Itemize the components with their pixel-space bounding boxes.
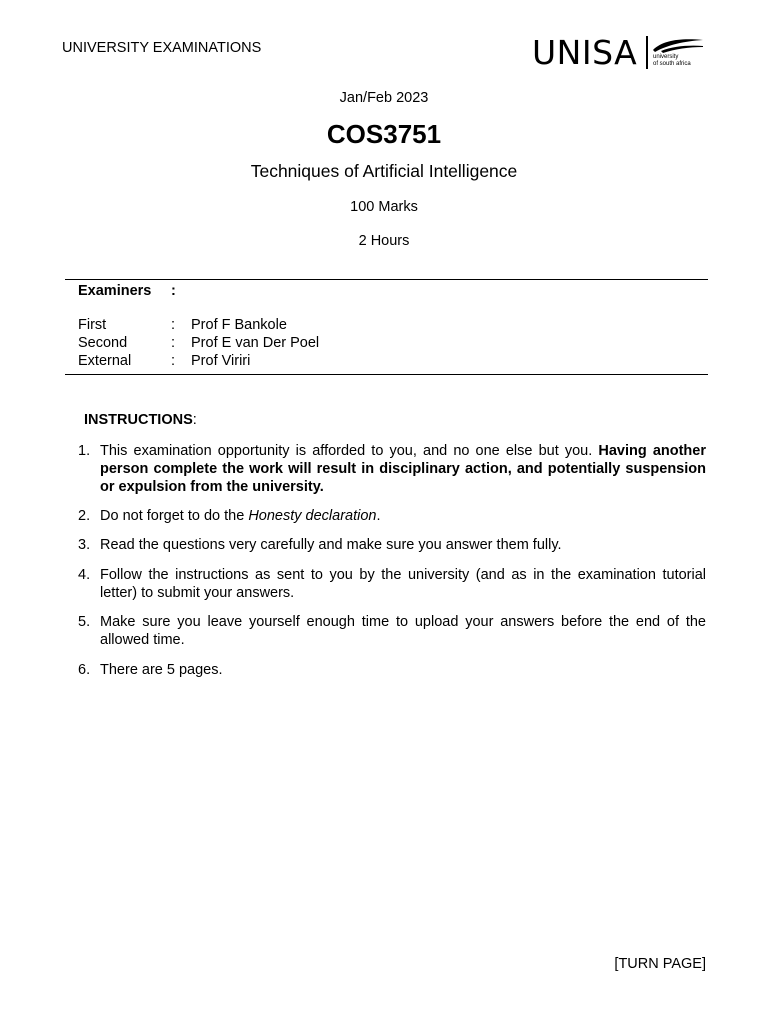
divider-bottom [65, 374, 708, 375]
examiner-role: External [78, 353, 132, 369]
logo-divider [646, 36, 648, 69]
list-item-text: Make sure you leave yourself enough time to upload your answers before the end of the allowed time. [100, 614, 706, 648]
logo-swoosh-icon [651, 36, 705, 54]
turn-page-label: [TURN PAGE] [614, 956, 706, 972]
course-subject: Techniques of Artificial Intelligence [250, 161, 518, 181]
examiner-name: Prof F Bankole [191, 317, 287, 333]
examiners-heading-colon: : [171, 283, 176, 299]
divider-top [65, 279, 708, 280]
header-title: UNIVERSITY EXAMINATIONS [62, 40, 262, 56]
list-item-number: 6. [78, 662, 91, 678]
logo-wordmark: UNISA [532, 33, 638, 72]
total-marks: 100 Marks [350, 199, 418, 215]
list-item-text: Do not forget to do the Honesty declaration. [100, 508, 381, 524]
examiner-role: First [78, 317, 107, 333]
examiner-role: Second [78, 335, 128, 351]
list-item-number: 5. [78, 614, 91, 630]
exam-duration: 2 Hours [358, 233, 410, 249]
instructions-heading: INSTRUCTIONS: [84, 412, 197, 428]
list-item-number: 4. [78, 567, 91, 583]
list-item-text: Read the questions very carefully and make sure you answer them fully. [100, 537, 562, 553]
list-item-text: Follow the instructions as sent to you by the university (and as in the examination tutorial letter) to submit your answers. [100, 567, 706, 601]
examiner-name: Prof E van Der Poel [191, 335, 320, 351]
list-item-number: 1. [78, 443, 91, 459]
examiners-heading: Examiners [78, 283, 152, 299]
exam-date: Jan/Feb 2023 [339, 90, 429, 106]
logo-tagline: university of south africa [653, 54, 691, 67]
examiner-name: Prof Viriri [191, 353, 251, 369]
list-item-number: 3. [78, 537, 91, 553]
list-item-number: 2. [78, 508, 91, 524]
list-item-text: There are 5 pages. [100, 662, 223, 678]
list-item-text: This examination opportunity is afforded to you, and no one else but you. Having another person complete the work will result in disciplinary action, and potentially suspension or expulsion from the university. [100, 443, 706, 495]
course-code: COS3751 [326, 119, 442, 149]
unisa-logo [532, 33, 712, 73]
